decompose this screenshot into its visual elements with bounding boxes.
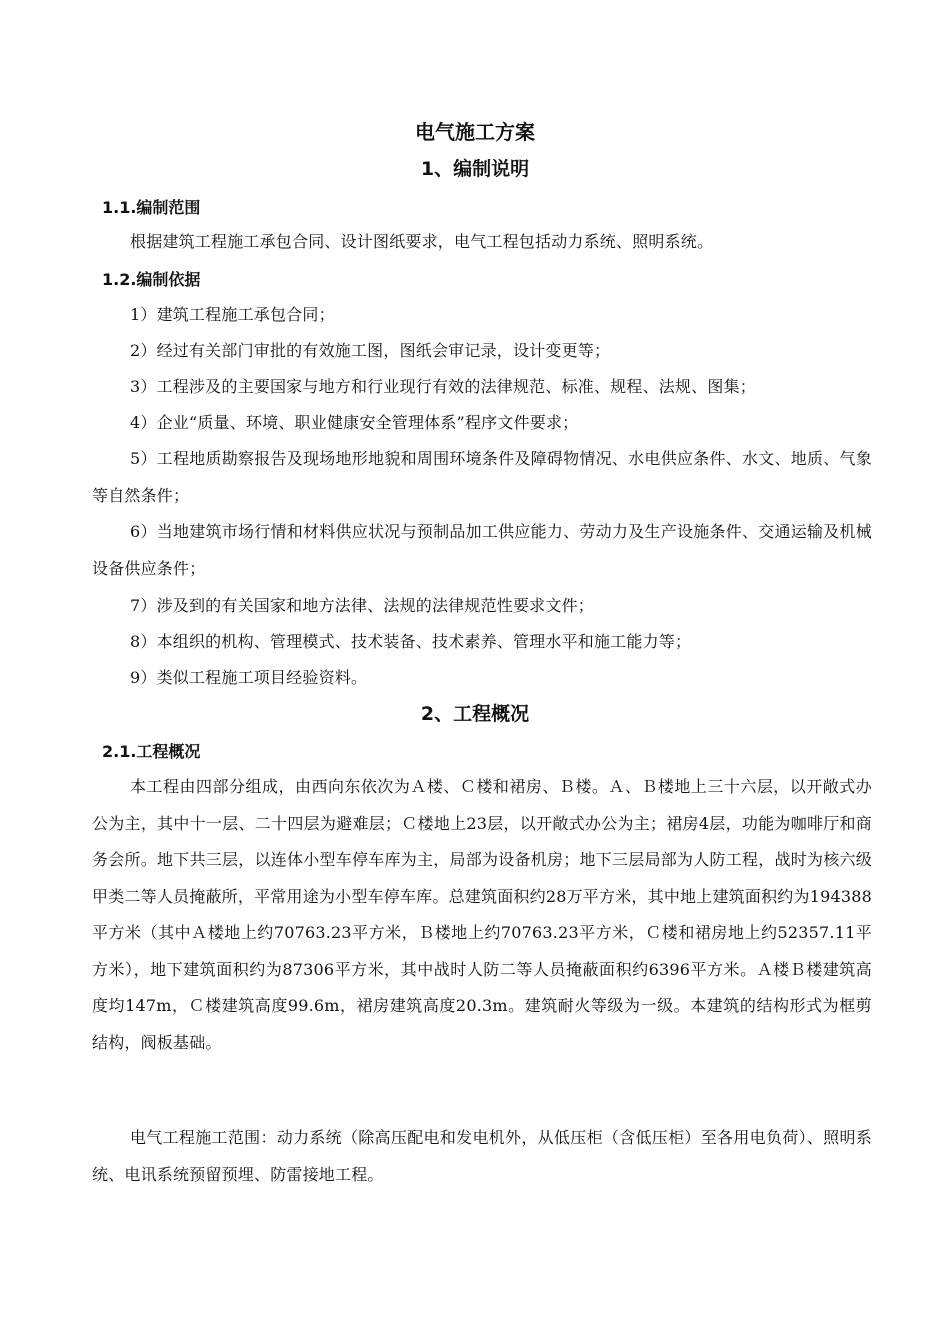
basis-item-8: 8）本组织的机构、管理模式、技术装备、技术素养、管理水平和施工能力等； bbox=[130, 632, 692, 651]
basis-item-2: 2）经过有关部门审批的有效施工图，图纸会审记录，设计变更等； bbox=[130, 341, 611, 360]
basis-item-9: 9）类似工程施工项目经验资料。 bbox=[130, 668, 368, 687]
document-title: 电气施工方案 bbox=[415, 120, 535, 144]
section-2-1-heading: 2.1.工程概况 bbox=[102, 742, 201, 761]
overview-paragraph-2: 电气工程施工范围：动力系统（除高压配电和发电机外，从低压柜（含低压柜）至各用电负荷）、照明系统、电讯系统预留预埋、防雷接地工程。 bbox=[92, 1128, 872, 1184]
basis-item-5: 5）工程地质勘察报告及现场地形地貌和周围环境条件及障碍物情况、水电供应条件、水文、地质、气象等自然条件； bbox=[92, 449, 872, 505]
section-2-heading: 2、工程概况 bbox=[420, 703, 530, 725]
overview-paragraph-1: 本工程由四部分组成，由西向东依次为Ａ楼、Ｃ楼和裙房、Ｂ楼。Ａ、Ｂ楼地上三十六层，以开敞式办公为主，其中十一层、二十四层为避难层；Ｃ楼地上23层，以开敞式办公为主；裙房4层，功能为咖啡厅和商务会所。地下共三层，以连体小型车停车库为主，局部为设备机房；地下三层局部为人防工程，战时为核六级甲类二等人员掩蔽所，平常用途为小型车停车库。总建筑面积约28万平方米，其中地上建筑面积约为194388平方米（其中Ａ楼地上约70763.23平方米，Ｂ楼地上约70763.23平方米，Ｃ楼和裙房地上约52357.11平方米），地下建筑面积约为87306平方米，其中战时人防二等人员掩蔽面积约6396平方米。Ａ楼Ｂ楼建筑高度均147m，Ｃ楼建筑高度99.6m，裙房建筑高度20.3m。建筑耐火等级为一级。本建筑的结构形式为框剪结构，阀板基础。 bbox=[92, 777, 872, 1052]
section-1-2-heading: 1.2.编制依据 bbox=[102, 270, 201, 289]
section-1-1-heading: 1.1.编制范围 bbox=[102, 198, 201, 217]
basis-item-6: 6）当地建筑市场行情和材料供应状况与预制品加工供应能力、劳动力及生产设施条件、交通运输及机械设备供应条件； bbox=[92, 522, 872, 578]
basis-item-1: 1）建筑工程施工承包合同； bbox=[130, 305, 335, 324]
section-1-heading: 1、编制说明 bbox=[420, 158, 530, 180]
basis-item-7: 7）涉及到的有关国家和地方法律、法规的法律规范性要求文件； bbox=[130, 596, 594, 615]
section-1-1-text: 根据建筑工程施工承包合同、设计图纸要求，电气工程包括动力系统、照明系统。 bbox=[130, 232, 714, 251]
basis-item-4: 4）企业“质量、环境、职业健康安全管理体系”程序文件要求； bbox=[130, 413, 579, 432]
basis-item-3: 3）工程涉及的主要国家与地方和行业现行有效的法律规范、标准、规程、法规、图集； bbox=[130, 377, 756, 396]
